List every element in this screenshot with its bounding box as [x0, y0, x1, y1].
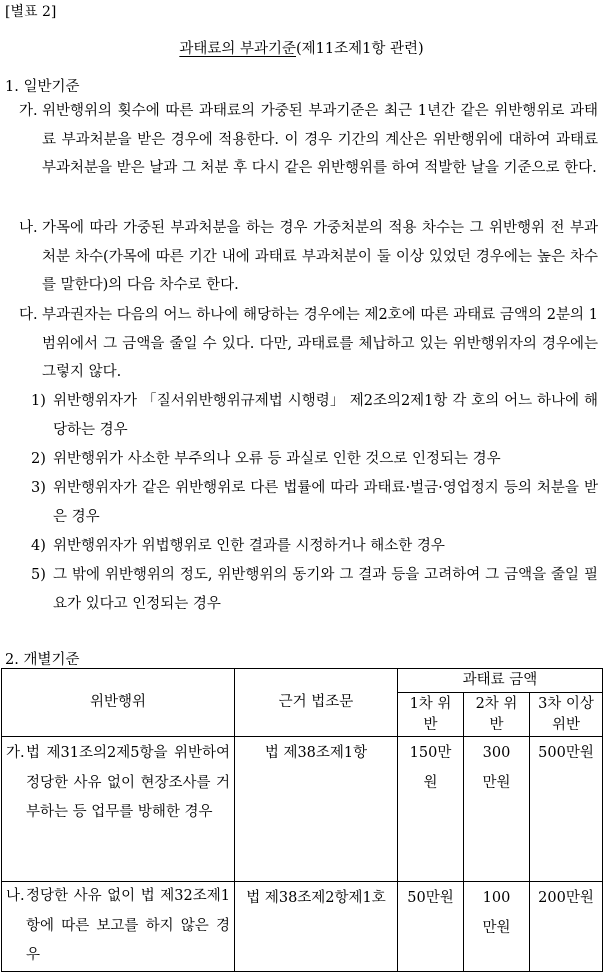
header-third-violation: 3차 이상 위반 — [530, 693, 603, 737]
row-marker: 가. — [6, 745, 25, 761]
header-first-violation: 1차 위반 — [398, 693, 464, 737]
first-fee-cell: 150만원 — [398, 737, 464, 882]
item-text: 가목에 따라 가중된 부과처분을 하는 경우 가중처분의 적용 차수는 그 위반행위 전 부과처분 차수(가목에 따른 기간 내에 과태료 부과처분이 둘 이상 있었던 경우에는 높은 차수를 말한다)의 다음 차수로 한다. — [42, 220, 598, 294]
legal-basis-cell: 법 제38조제1항 — [235, 737, 398, 882]
reduction-subitem-4 — [31, 532, 598, 561]
title-main: 과태료의 부과기준 — [179, 41, 297, 57]
table-row — [2, 737, 603, 882]
subitem-text: 위반행위자가 「질서위반행위규제법 시행령」 제2조의2제1항 각 호의 어느 하나에 해당하는 경우 — [53, 393, 598, 438]
reduction-subitem-3 — [31, 474, 598, 531]
violation-text: 정당한 사유 없이 법 제32조제1항에 따른 보고를 하지 않은 경우 — [26, 888, 230, 963]
title-reference: (제11조제1항 관련) — [296, 41, 424, 57]
subitem-text: 위반행위자가 위법행위로 인한 결과를 시정하거나 해소한 경우 — [53, 538, 445, 554]
item-marker: 다. — [19, 307, 38, 323]
second-fee-cell: 300만원 — [464, 737, 530, 882]
reduction-subitem-1 — [31, 387, 598, 444]
violation-cell — [2, 737, 235, 882]
section-1-heading: 1. 일반기준 — [5, 79, 80, 95]
section-2-heading: 2. 개별기준 — [5, 652, 80, 668]
header-legal-basis: 근거 법조문 — [235, 669, 398, 737]
general-item-ga — [19, 97, 598, 183]
third-fee-cell: 200만원 — [530, 882, 603, 972]
second-fee-cell: 100만원 — [464, 882, 530, 972]
general-item-da — [19, 301, 598, 387]
fee-table — [1, 668, 603, 972]
third-fee-cell: 500만원 — [530, 737, 603, 882]
violation-cell — [2, 882, 235, 972]
subitem-text: 위반행위가 사소한 부주의나 오류 등 과실로 인한 것으로 인정되는 경우 — [53, 451, 501, 467]
violation-text: 법 제31조의2제5항을 위반하여 정당한 사유 없이 현장조사를 거부하는 등 업무를 방해한 경우 — [26, 745, 230, 820]
reduction-subitem-5 — [31, 561, 598, 618]
row-marker: 나. — [6, 888, 25, 904]
item-text: 위반행위의 횟수에 따른 과태료의 가중된 부과기준은 최근 1년간 같은 위반행위로 과태료 부과처분을 받은 경우에 적용한다. 이 경우 기간의 계산은 위반행위에 대하여 과태료 부과처분을 받은 날과 그 처분 후 다시 같은 위반행위를 하여 적발한 날을 기준으로 한다. — [42, 103, 598, 177]
subitem-marker: 1) — [31, 393, 46, 409]
subitem-marker: 4) — [31, 538, 46, 554]
table-row — [2, 882, 603, 972]
subitem-marker: 5) — [31, 567, 46, 583]
subitem-marker: 2) — [31, 451, 46, 467]
item-marker: 나. — [19, 220, 38, 236]
header-fee-amount: 과태료 금액 — [398, 669, 603, 693]
subitem-marker: 3) — [31, 480, 46, 496]
general-item-na — [19, 214, 598, 300]
header-violation: 위반행위 — [2, 669, 235, 737]
annex-tag: [별표 2] — [5, 4, 57, 20]
table-header-row — [2, 669, 603, 693]
header-second-violation: 2차 위반 — [464, 693, 530, 737]
subitem-text: 그 밖에 위반행위의 정도, 위반행위의 동기와 그 결과 등을 고려하여 그 금액을 줄일 필요가 있다고 인정되는 경우 — [53, 567, 598, 612]
item-marker: 가. — [19, 103, 38, 119]
first-fee-cell: 50만원 — [398, 882, 464, 972]
subitem-text: 위반행위자가 같은 위반행위로 다른 법률에 따라 과태료·벌금·영업정지 등의 처분을 받은 경우 — [53, 480, 598, 525]
legal-basis-cell: 법 제38조제2항제1호 — [235, 882, 398, 972]
page-title — [0, 37, 603, 58]
reduction-subitem-2 — [31, 445, 598, 474]
item-text: 부과권자는 다음의 어느 하나에 해당하는 경우에는 제2호에 따른 과태료 금액의 2분의 1 범위에서 그 금액을 줄일 수 있다. 다만, 과태료를 체납하고 있는 위반행위자의 경우에는 그렇지 않다. — [42, 307, 598, 381]
